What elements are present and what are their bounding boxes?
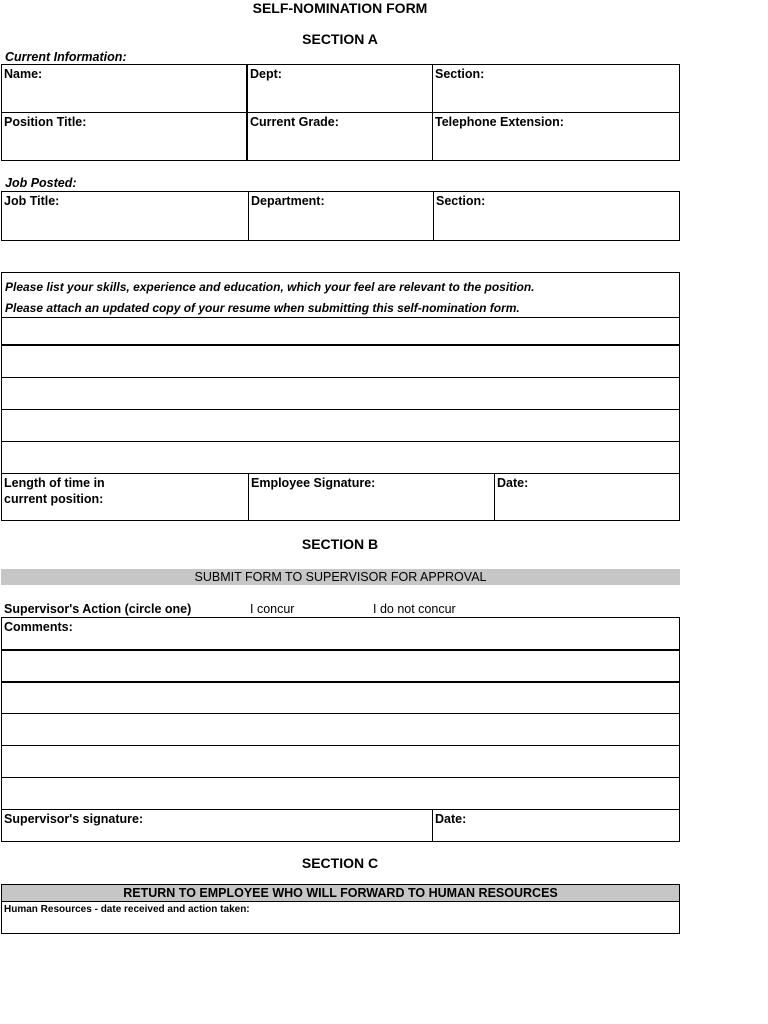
supervisor-approval-banner: SUBMIT FORM TO SUPERVISOR FOR APPROVAL	[1, 569, 680, 585]
length-label-line2: current position:	[4, 492, 104, 506]
section-field[interactable]: Section:	[435, 67, 485, 81]
telephone-extension-field[interactable]: Telephone Extension:	[435, 115, 564, 129]
skills-instruction: Please list your skills, experience and education, which your feel are relevant to the position.	[5, 280, 535, 294]
job-posted-heading: Job Posted:	[5, 176, 77, 190]
current-grade-field[interactable]: Current Grade:	[250, 115, 339, 129]
length-of-time-field[interactable]	[1, 473, 108, 509]
hr-label: Human Resources - date received and action taken:	[4, 904, 250, 915]
supervisor-action-label: Supervisor's Action (circle one)	[4, 602, 192, 616]
supervisor-date-field[interactable]: Date:	[435, 812, 467, 826]
employee-date-field[interactable]: Date:	[497, 476, 529, 490]
section-a-heading: SECTION A	[302, 31, 378, 47]
posted-section-field[interactable]: Section:	[436, 194, 486, 208]
name-field[interactable]: Name:	[4, 67, 43, 81]
concur-option[interactable]: I concur	[250, 602, 295, 616]
comments-entry-area[interactable]	[1, 633, 680, 809]
not-concur-option[interactable]: I do not concur	[373, 602, 456, 616]
comments-label: Comments:	[4, 620, 73, 634]
current-info-heading: Current Information:	[5, 50, 127, 64]
employee-signature-field[interactable]: Employee Signature:	[251, 476, 376, 490]
skills-entry-area[interactable]	[1, 318, 680, 473]
section-b-heading: SECTION B	[301, 536, 379, 552]
department-field[interactable]: Department:	[251, 194, 325, 208]
job-title-field[interactable]: Job Title:	[4, 194, 60, 208]
hr-entry-area[interactable]	[1, 902, 680, 934]
supervisor-signature-field[interactable]: Supervisor's signature:	[4, 812, 144, 826]
position-title-field[interactable]: Position Title:	[4, 115, 87, 129]
form-title: SELF-NOMINATION FORM	[252, 0, 428, 16]
hr-banner: RETURN TO EMPLOYEE WHO WILL FORWARD TO HUMAN RESOURCES	[2, 885, 679, 901]
resume-instruction: Please attach an updated copy of your resume when submitting this self-nomination form.	[5, 301, 520, 315]
job-posted-table	[1, 191, 680, 241]
length-label-line1: Length of time in	[4, 476, 105, 490]
dept-field[interactable]: Dept:	[250, 67, 282, 81]
section-c-heading: SECTION C	[301, 855, 379, 871]
